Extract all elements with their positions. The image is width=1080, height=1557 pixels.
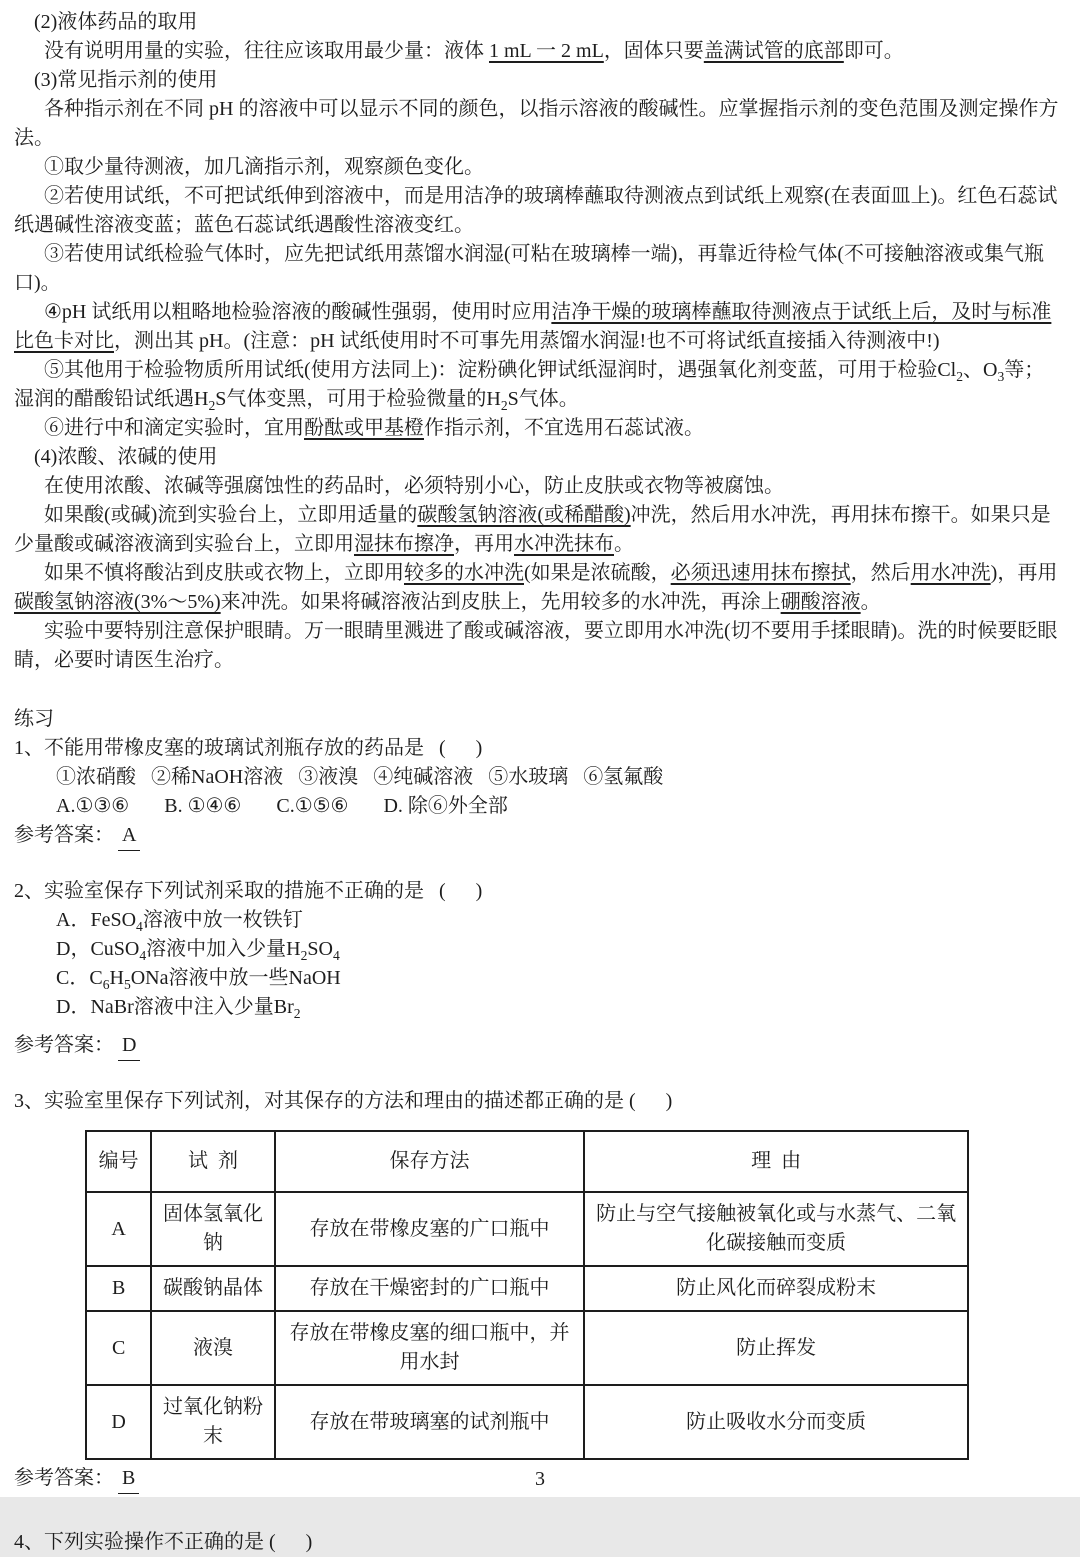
text-run: SO (307, 938, 333, 960)
exercises-heading: 练习 (14, 708, 54, 730)
subscript: 2 (300, 948, 308, 963)
question-2-option-a (14, 906, 1062, 935)
cell-method: 存放在带橡皮塞的细口瓶中，并用水封 (275, 1311, 585, 1385)
text-run: C．C (56, 967, 103, 989)
text-run: (如果是浓硫酸， (524, 562, 671, 584)
cell-reason: 防止风化而碎裂成粉末 (584, 1266, 968, 1311)
table-header-reason: 理 由 (584, 1131, 968, 1192)
cell-method: 存放在干燥密封的广口瓶中 (275, 1266, 585, 1311)
text-run: (2)液体药品的取用 (34, 11, 198, 33)
paragraph-step-5 (14, 356, 1062, 414)
underlined-text: 较多的水冲洗 (404, 562, 524, 584)
text-run: S气体变黑，可用于检验微量的H (215, 388, 501, 410)
paragraph-step-1 (14, 153, 1062, 182)
underlined-text: 水冲洗抹布 (514, 533, 614, 555)
paragraph-indicator-heading (14, 66, 1062, 95)
subscript: 6 (102, 977, 110, 992)
cell-method: 存放在带玻璃塞的试剂瓶中 (275, 1385, 585, 1459)
underlined-text: 碳酸氢钠溶液(或稀醋酸) (417, 504, 631, 526)
table-header-method: 保存方法 (275, 1131, 585, 1192)
text-run: 来冲洗。如果将碱溶液沾到皮肤上，先用较多的水冲洗，再涂上 (220, 591, 781, 613)
paragraph-spill-on-skin (14, 559, 1062, 617)
text-run: A．FeSO (56, 909, 137, 931)
answer-label: 参考答案： (14, 824, 114, 846)
cell-reason: 防止吸收水分而变质 (584, 1385, 968, 1459)
cell-number: A (86, 1192, 151, 1266)
text-run: ONa溶液中放一些NaOH (130, 967, 341, 989)
underlined-text: 硼酸溶液 (780, 591, 861, 613)
underlined-text: 用水冲洗 (910, 562, 991, 584)
cell-reagent: 碳酸钠晶体 (151, 1266, 274, 1311)
cell-reagent: 固体氢氧化钠 (151, 1192, 274, 1266)
text-run: ④pH 试纸用以粗略地检验溶液的酸碱性强弱，使用时应用 (44, 301, 552, 323)
text-run: 即可。 (843, 40, 904, 62)
text-run: 如果酸(或碱)流到实验台上，立即用适量的 (44, 504, 418, 526)
text-run: ，再用 (454, 533, 514, 555)
answer-value: B (118, 1464, 139, 1494)
answer-label: 参考答案： (14, 1467, 114, 1489)
question-1-choices: ①浓硝酸 ②稀NaOH溶液 ③液溴 ④纯碱溶液 ⑤水玻璃 ⑥氢氟酸 (56, 766, 664, 788)
text-run: 溶液中加入少量H (146, 938, 301, 960)
answer-label: 参考答案： (14, 1034, 114, 1056)
paragraph-acid-base-caution (14, 472, 1062, 501)
question-2-option-d (14, 993, 1062, 1022)
cell-number: B (86, 1266, 151, 1311)
subscript: 2 (956, 369, 964, 384)
question-1 (14, 734, 1062, 851)
text-run: (3)常见指示剂的使用 (34, 69, 218, 91)
underlined-text: 酚酞或甲基橙 (304, 417, 424, 439)
answer-value: D (118, 1031, 140, 1061)
paragraph-liquid-amount (14, 37, 1062, 66)
text-run: 。 (860, 591, 881, 613)
paragraph-step-3 (14, 240, 1062, 298)
text-run: ③若使用试纸检验气体时，应先把试纸用蒸馏水润湿(可粘在玻璃棒一端)，再靠近待检气体(不可接触溶液或集气瓶口)。 (14, 243, 1044, 294)
paragraph-step-2 (14, 182, 1062, 240)
question-1-answer-line (14, 821, 1062, 851)
table-header-reagent: 试 剂 (151, 1131, 274, 1192)
paragraph-protect-eyes (14, 617, 1062, 675)
cell-reagent: 液溴 (151, 1311, 274, 1385)
text-run: D．NaBr溶液中注入少量Br (56, 996, 294, 1018)
text-run: ①取少量待测液，加几滴指示剂，观察颜色变化。 (44, 156, 484, 178)
table-row-a (86, 1192, 968, 1266)
exercises-section (14, 705, 1062, 1557)
table-row-c (86, 1311, 968, 1385)
text-run: (4)浓酸、浓碱的使用 (34, 446, 218, 468)
text-run: D，CuSO (56, 938, 140, 960)
subscript: 4 (139, 948, 147, 963)
subscript: 2 (208, 398, 216, 413)
cell-number: C (86, 1311, 151, 1385)
underlined-text: 碳酸氢钠溶液(3%～5%) (14, 591, 221, 613)
text-run: 等；湿润的醋酸铅试纸遇H (14, 359, 1045, 410)
cell-method: 存放在带橡皮塞的广口瓶中 (275, 1192, 585, 1266)
paragraph-step-6 (14, 414, 1062, 443)
question-1-stem: 1、不能用带橡皮塞的玻璃试剂瓶存放的药品是 ( ) (14, 737, 483, 759)
question-3 (14, 1087, 1062, 1494)
text-run: ②若使用试纸，不可把试纸伸到溶液中，而是用洁净的玻璃棒蘸取待测液点到试纸上观察(在表面皿上)。红色石蕊试纸遇碱性溶液变蓝；蓝色石蕊试纸遇酸性溶液变红。 (14, 185, 1058, 236)
cell-number: D (86, 1385, 151, 1459)
underlined-text: 必须迅速用抹布擦拭 (670, 562, 851, 584)
question-4-stem: 4、下列实验操作不正确的是 ( ) (14, 1531, 313, 1553)
storage-table (85, 1130, 969, 1460)
text-run: 在使用浓酸、浓碱等强腐蚀性的药品时，必须特别小心，防止皮肤或衣物等被腐蚀。 (44, 475, 784, 497)
underlined-text: 1 mL 一 2 mL (489, 40, 604, 62)
subscript: 4 (332, 948, 340, 963)
text-run: 溶液中放一枚铁钉 (142, 909, 303, 931)
text-run: ，测出其 pH。(注意：pH 试纸使用时不可事先用蒸馏水润湿!也不可将试纸直接插入待测液中!) (114, 330, 940, 352)
table-row-d (86, 1385, 968, 1459)
paragraph-step-4 (14, 298, 1062, 356)
subscript: 2 (500, 398, 508, 413)
text-run: H (109, 967, 124, 989)
paragraph-liquid-reagent-heading (14, 8, 1062, 37)
answer-value: A (118, 821, 140, 851)
question-3-stem: 3、实验室里保存下列试剂，对其保存的方法和理由的描述都正确的是 ( ) (14, 1090, 673, 1112)
subscript: 4 (136, 919, 143, 934)
underlined-text: 湿抹布擦净 (354, 533, 454, 555)
notes-section (14, 8, 1062, 675)
subscript: 3 (997, 369, 1005, 384)
question-2-stem: 2、实验室保存下列试剂采取的措施不正确的是 ( ) (14, 880, 483, 902)
question-2-answer-line (14, 1031, 1062, 1061)
text-run: ⑥进行中和滴定实验时，宜用 (44, 417, 304, 439)
subscript: 2 (293, 1006, 301, 1021)
text-run: 。 (614, 533, 634, 555)
table-header-row (86, 1131, 968, 1192)
text-run: S气体。 (507, 388, 579, 410)
page-number: 3 (535, 1468, 545, 1490)
question-2 (14, 877, 1062, 1061)
text-run: 各种指示剂在不同 pH 的溶液中可以显示不同的颜色，以指示溶液的酸碱性。应掌握指示剂的变色范围及测定操作方法。 (14, 98, 1059, 149)
text-run: 没有说明用量的实验，往往应该取用最少量：液体 (44, 40, 489, 62)
text-run: ，然后 (850, 562, 911, 584)
question-2-option-c (14, 964, 1062, 993)
cell-reagent: 过氧化钠粉末 (151, 1385, 274, 1459)
underlined-text: 盖满试管的底部 (703, 40, 844, 62)
paragraph-acid-base-heading (14, 443, 1062, 472)
cell-reason: 防止挥发 (584, 1311, 968, 1385)
subscript: 5 (123, 977, 131, 992)
text-run: 作指示剂，不宜选用石蕊试液。 (424, 417, 704, 439)
text-run: ，固体只要 (603, 40, 704, 62)
text-run: )，再用 (990, 562, 1058, 584)
underlined-text: 洁净干燥的玻璃棒蘸取待测液点于试纸上后，及时与标准比色卡对比 (14, 301, 1052, 352)
question-1-options: A.①③⑥ B. ①④⑥ C.①⑤⑥ D. 除⑥外全部 (56, 795, 508, 817)
paragraph-indicator-intro (14, 95, 1062, 153)
paragraph-spill-on-bench (14, 501, 1062, 559)
table-row-b (86, 1266, 968, 1311)
table-header-number: 编号 (86, 1131, 151, 1192)
text-run: 如果不慎将酸沾到皮肤或衣物上，立即用 (44, 562, 404, 584)
text-run: 冲洗，然后用水冲洗，再用抹布擦干。如果只是少量酸或碱溶液滴到实验台上，立即用 (14, 504, 1051, 555)
text-run: ⑤其他用于检验物质所用试纸(使用方法同上)：淀粉碘化钾试纸湿润时，遇强氧化剂变蓝，可用于检验Cl (44, 359, 957, 381)
text-run: 、O (963, 359, 998, 381)
text-run: 实验中要特别注意保护眼睛。万一眼睛里溅进了酸或碱溶液，要立即用水冲洗(切不要用手揉眼睛)。洗的时候要眨眼睛，必要时请医生治疗。 (14, 620, 1058, 671)
question-2-option-b (14, 935, 1062, 964)
cell-reason: 防止与空气接触被氧化或与水蒸气、二氧化碳接触而变质 (584, 1192, 968, 1266)
